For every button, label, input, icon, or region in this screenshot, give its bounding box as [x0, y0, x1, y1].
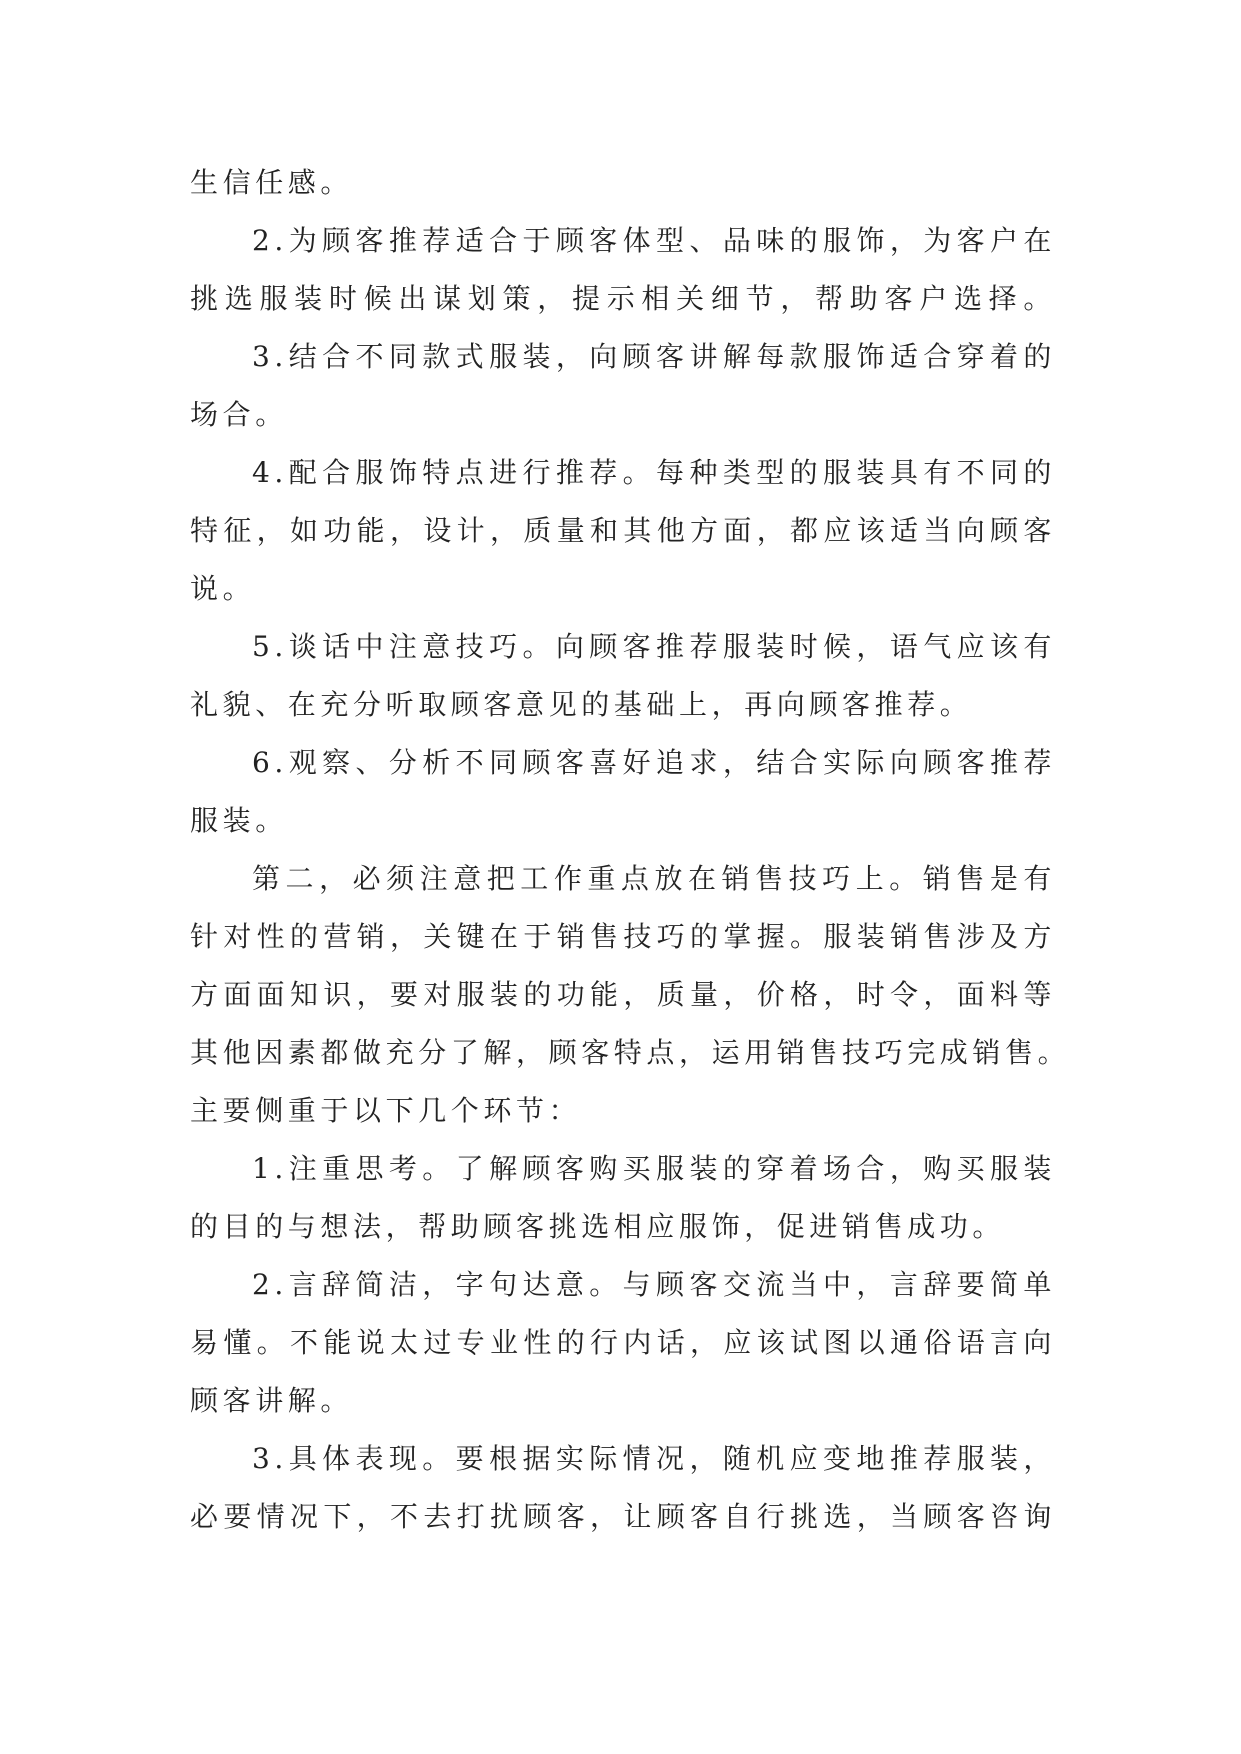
text-line: 说。	[190, 572, 256, 605]
text-line: 的目的与想法，帮助顾客挑选相应服饰，促进销售成功。	[190, 1210, 1006, 1243]
text-line: 6.观察、分析不同顾客喜好追求，结合实际向顾客推荐	[252, 746, 1056, 779]
text-line: 主要侧重于以下几个环节：	[190, 1094, 582, 1127]
text-line: 服装。	[190, 804, 288, 837]
text-line: 2.言辞简洁，字句达意。与顾客交流当中，言辞要简单	[252, 1268, 1056, 1301]
text-line: 3.结合不同款式服装，向顾客讲解每款服饰适合穿着的	[252, 340, 1056, 373]
text-line: 生信任感。	[190, 166, 354, 199]
document-body	[190, 154, 1071, 1546]
text-line: 其他因素都做充分了解，顾客特点，运用销售技巧完成销售。	[190, 1036, 1071, 1069]
text-line: 顾客讲解。	[190, 1384, 354, 1417]
text-line: 方面面知识，要对服装的功能，质量，价格，时令，面料等	[190, 978, 1056, 1011]
text-line: 必要情况下，不去打扰顾客，让顾客自行挑选，当顾客咨询	[190, 1500, 1056, 1533]
text-line: 易懂。不能说太过专业性的行内话，应该试图以通俗语言向	[190, 1326, 1056, 1359]
text-line: 挑选服装时候出谋划策，提示相关细节，帮助客户选择。	[190, 282, 1056, 315]
text-line: 场合。	[190, 398, 288, 431]
text-line: 礼貌、在充分听取顾客意见的基础上，再向顾客推荐。	[190, 688, 973, 721]
text-line: 第二，必须注意把工作重点放在销售技巧上。销售是有	[252, 862, 1056, 895]
text-line: 4.配合服饰特点进行推荐。每种类型的服装具有不同的	[252, 456, 1056, 489]
text-line: 3.具体表现。要根据实际情况，随机应变地推荐服装，	[252, 1442, 1056, 1475]
text-line: 特征，如功能，设计，质量和其他方面，都应该适当向顾客	[190, 514, 1056, 547]
text-line: 针对性的营销，关键在于销售技巧的掌握。服装销售涉及方	[190, 920, 1056, 953]
text-line: 2.为顾客推荐适合于顾客体型、品味的服饰，为客户在	[252, 224, 1056, 257]
text-line: 1.注重思考。了解顾客购买服装的穿着场合，购买服装	[252, 1152, 1056, 1185]
text-line: 5.谈话中注意技巧。向顾客推荐服装时候，语气应该有	[252, 630, 1056, 663]
